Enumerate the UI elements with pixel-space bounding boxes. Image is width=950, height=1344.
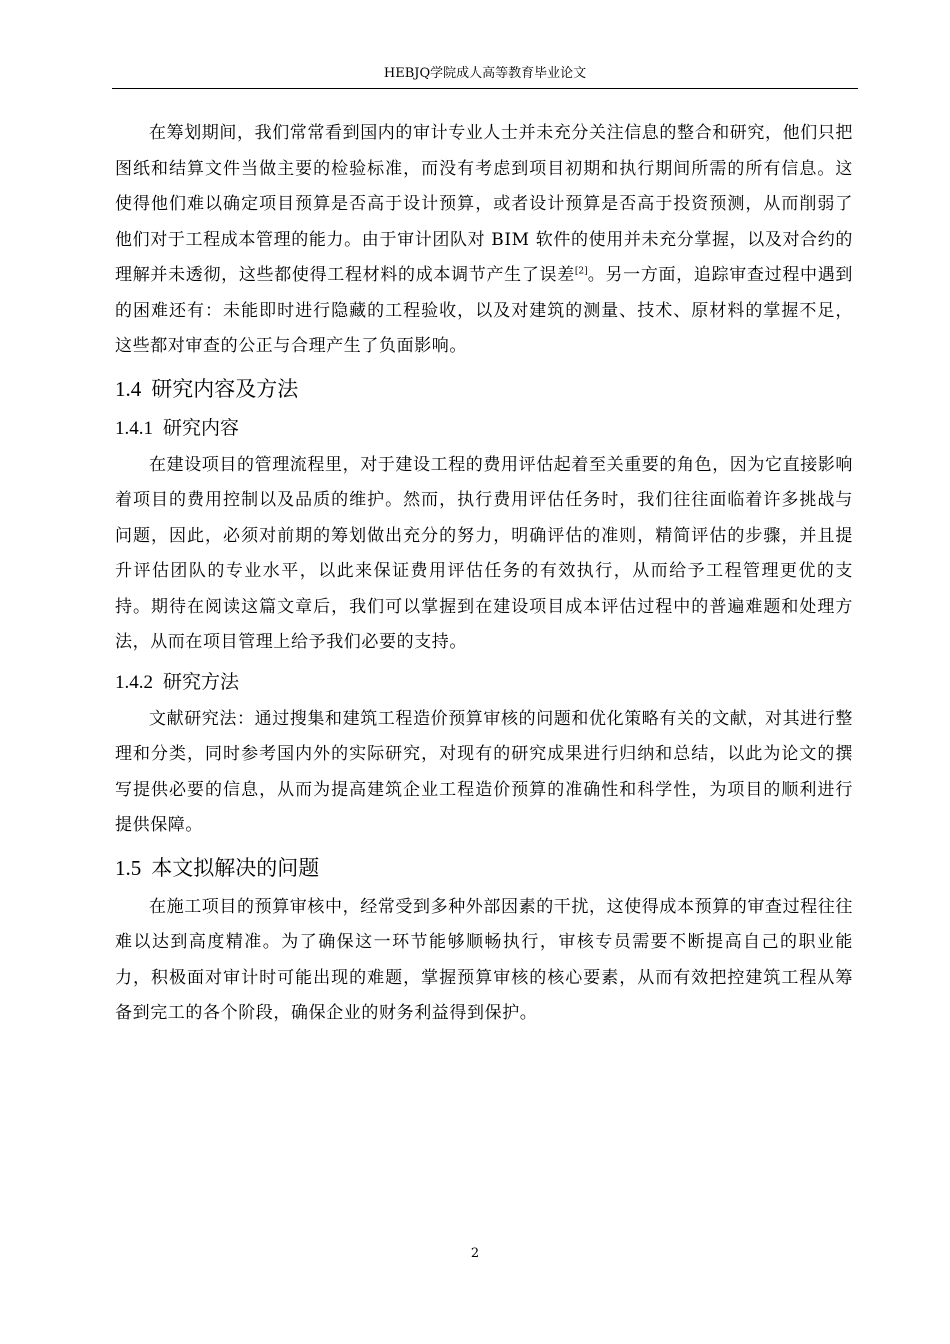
section-title: 本文拟解决的问题 bbox=[151, 855, 320, 880]
subsection-number: 1.4.1 bbox=[115, 417, 153, 439]
subsection-number: 1.4.2 bbox=[115, 671, 153, 693]
section-title: 研究内容及方法 bbox=[151, 376, 299, 401]
subsection-title: 研究方法 bbox=[163, 670, 240, 693]
paragraph-text: 在筹划期间，我们常常看到国内的审计专业人士并未充分关注信息的整合和研究，他们只把图纸和结算文件当做主要的检验标准，而没有考虑到项目初期和执行期间所需的所有信息。这使得他们难以确定项目预算是否高于设计预算，或者设计预算是否高于投资预测，从而削弱了他们对于工程成本管理的能力。由于审计团队对 BIM 软件的使用并未充分掌握，以及对合约的理解并未透彻，这些都使得工程材料的成本调节产生了误差 bbox=[115, 123, 853, 285]
paragraph-research-method: 文献研究法：通过搜集和建筑工程造价预算审核的问题和优化策略有关的文献，对其进行整理和分类，同时参考国内外的实际研究，对现有的研究成果进行归纳和总结，以此为论文的撰写提供必要的信息，从而为提高建筑企业工程造价预算的准确性和科学性，为项目的顺利进行提供保障。 bbox=[115, 708, 853, 835]
paragraph-text: 。另一方面，追踪审查过程中遇到的困难还有：未能即时进行隐藏的工程验收，以及对建筑的测量、技术、原材料的掌握不足，这些都对审查的公正与合理产生了负面影响。 bbox=[115, 265, 854, 356]
paragraph-planning-audit bbox=[115, 116, 853, 365]
page-body bbox=[115, 116, 853, 1032]
running-header: HEBJQ学院成人高等教育毕业论文 bbox=[112, 66, 858, 89]
section-number: 1.4 bbox=[115, 376, 142, 401]
section-heading-1-5 bbox=[115, 850, 853, 886]
section-heading-1-4 bbox=[115, 371, 853, 407]
paragraph-research-content: 在建设项目的管理流程里，对于建设工程的费用评估起着至关重要的角色，因为它直接影响着项目的费用控制以及品质的维护。然而，执行费用评估任务时，我们往往面临着许多挑战与问题，因此，必须对前期的筹划做出充分的努力，明确评估的准则，精简评估的步骤，并且提升评估团队的专业水平，以此来保证费用评估任务的有效执行，从而给予工程管理更优的支持。期待在阅读这篇文章后，我们可以掌握到在建设项目成本评估过程中的普遍难题和处理方法，从而在项目管理上给予我们必要的支持。 bbox=[115, 454, 853, 652]
section-number: 1.5 bbox=[115, 855, 142, 880]
page-number: 2 bbox=[470, 1246, 480, 1261]
subsection-heading-1-4-2 bbox=[115, 665, 853, 700]
citation-ref[interactable]: [2] bbox=[574, 266, 588, 277]
subsection-heading-1-4-1 bbox=[115, 411, 853, 446]
paragraph-problems: 在施工项目的预算审核中，经常受到多种外部因素的干扰，这使得成本预算的审查过程往往难以达到高度精准。为了确保这一环节能够顺畅执行，审核专员需要不断提高自己的职业能力，积极面对审计时可能出现的难题，掌握预算审核的核心要素，从而有效把控建筑工程从筹备到完工的各个阶段，确保企业的财务利益得到保护。 bbox=[115, 896, 853, 1023]
subsection-title: 研究内容 bbox=[163, 416, 240, 439]
